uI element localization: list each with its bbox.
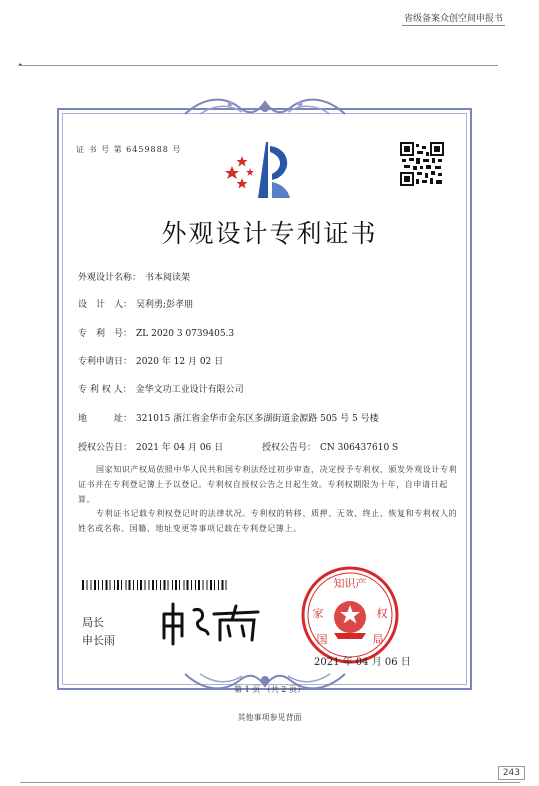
field-label: 专利申请日： bbox=[78, 357, 133, 367]
document-header-tag: 省级备案众创空间申报书 bbox=[402, 10, 505, 26]
field-value: 金华文功工业设计有限公司 bbox=[135, 385, 244, 395]
field-design-name bbox=[78, 270, 190, 283]
director-title: 局长 bbox=[82, 616, 104, 629]
field-patentee bbox=[78, 382, 244, 395]
field-designer bbox=[78, 297, 193, 310]
cnipa-logo-icon bbox=[222, 138, 302, 202]
field-value: 321015 浙江省金华市金东区多湖街道金源路 505 号 5 号楼 bbox=[136, 414, 379, 424]
field-label: 授权公告日： bbox=[78, 443, 133, 453]
seal-date: 2021 年 04 月 06 日 bbox=[314, 657, 411, 668]
field-label: 专 利 权 人： bbox=[78, 385, 132, 395]
header-divider bbox=[18, 65, 498, 66]
field-value: 吴利勇;彭孝朋 bbox=[136, 300, 194, 310]
certificate-page-indicator: 第 1 页 （共 2 页） bbox=[234, 685, 305, 694]
field-label: 授权公告号： bbox=[262, 443, 317, 453]
field-grant-date bbox=[78, 440, 223, 453]
director-signature bbox=[158, 600, 268, 646]
field-value: 2021 年 04 月 06 日 bbox=[136, 443, 224, 453]
certificate-title: 外观设计专利证书 bbox=[161, 219, 378, 248]
field-value: ZL 2020 3 0739405.3 bbox=[136, 329, 235, 339]
svg-text:局: 局 bbox=[372, 633, 384, 646]
field-grant-number bbox=[262, 440, 398, 453]
field-label: 专 利 号： bbox=[78, 329, 133, 339]
footer-note: 其他事项参见背面 bbox=[237, 713, 302, 722]
official-seal bbox=[300, 565, 400, 665]
certificate-paragraph-1: 国家知识产权局依照中华人民共和国专利法经过初步审查，决定授予专利权，颁发外观设计专利证书并在专利登记簿上予以登记。专利权自授权公告之日起生效。专利权期限为十年，自申请日起算。 bbox=[78, 465, 458, 504]
seal-text-top: 知识产 bbox=[333, 577, 367, 590]
field-value: 书本阅读架 bbox=[145, 273, 191, 283]
field-application-date bbox=[78, 354, 223, 367]
field-value: 2020 年 12 月 02 日 bbox=[136, 357, 224, 367]
certificate-paragraph-2: 专利证书记载专利权登记时的法律状况。专利权的转移、质押、无效、终止、恢复和专利权人的姓名或名称、国籍、地址变更等事项记载在专利登记簿上。 bbox=[78, 509, 458, 533]
footer-divider bbox=[20, 782, 520, 783]
qr-code-icon bbox=[400, 142, 444, 186]
top-ornament-icon bbox=[180, 94, 350, 120]
certificate-number: 证 书 号 第 6459888 号 bbox=[76, 145, 182, 154]
field-value: CN 306437610 S bbox=[320, 443, 399, 453]
svg-text:国: 国 bbox=[316, 633, 328, 646]
barcode-icon bbox=[82, 580, 232, 590]
director-name: 申长雨 bbox=[82, 634, 115, 647]
field-patent-number bbox=[78, 326, 234, 339]
svg-text:家: 家 bbox=[312, 607, 324, 620]
page-number: 243 bbox=[498, 766, 525, 780]
field-label: 地 址： bbox=[78, 414, 133, 424]
field-address bbox=[78, 411, 379, 424]
field-label: 设 计 人： bbox=[78, 300, 133, 310]
field-label: 外观设计名称： bbox=[78, 273, 142, 283]
svg-text:权: 权 bbox=[376, 607, 388, 620]
